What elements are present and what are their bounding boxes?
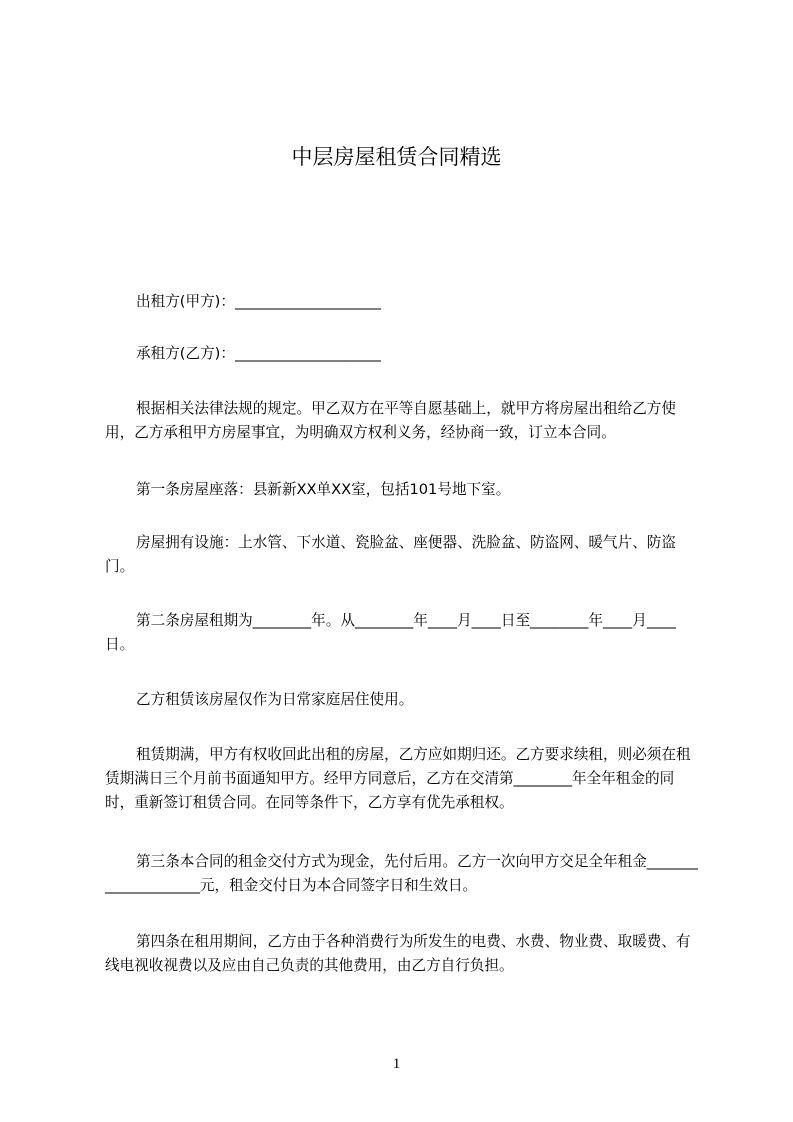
clause-3-payment: 第三条本合同的租金交付方式为现金，先付后用。乙方一次向甲方交足全年租金____________________元，租金交付日为本合同签字日和生效日。	[105, 853, 698, 894]
page-number: 1	[392, 1056, 401, 1072]
clause-4-expenses: 第四条在租用期间，乙方由于各种消费行为所发生的电费、水费、物业费、取暖费、有线电视收视费以及应由自己负责的其他费用，由乙方自行负担。	[105, 933, 691, 974]
facilities-paragraph: 房屋拥有设施：上水管、下水道、瓷脸盆、座便器、洗脸盆、防盗网、暖气片、防盗门。	[105, 534, 676, 575]
renewal-paragraph: 租赁期满，甲方有权收回此出租的房屋，乙方应如期归还。乙方要求续租，则必须在租赁期满日三个月前书面通知甲方。经甲方同意后，乙方在交清第________年全年租金的同时，重新签订租赁合同。在同等条件下，乙方享有优先承租权。	[105, 746, 691, 811]
preamble-paragraph: 根据相关法律法规的规定。甲乙双方在平等自愿基础上，就甲方将房屋出租给乙方使用，乙方承租甲方房屋事宜，为明确双方权利义务，经协商一致，订立本合同。	[105, 400, 676, 441]
clause-1-location: 第一条房屋座落：县新新XX单XX室，包括101号地下室。	[136, 481, 511, 498]
clause-2-term: 第二条房屋租期为________年。从________年____月____日至________年____月____日。	[105, 612, 676, 653]
document-title: 中层房屋租赁合同精选	[291, 145, 502, 169]
usage-paragraph: 乙方租赁该房屋仅作为日常家庭居住使用。	[136, 691, 414, 708]
lessor-line: 出租方(甲方)：____________________	[136, 293, 381, 310]
lessee-line: 承租方(乙方)：____________________	[136, 345, 381, 362]
